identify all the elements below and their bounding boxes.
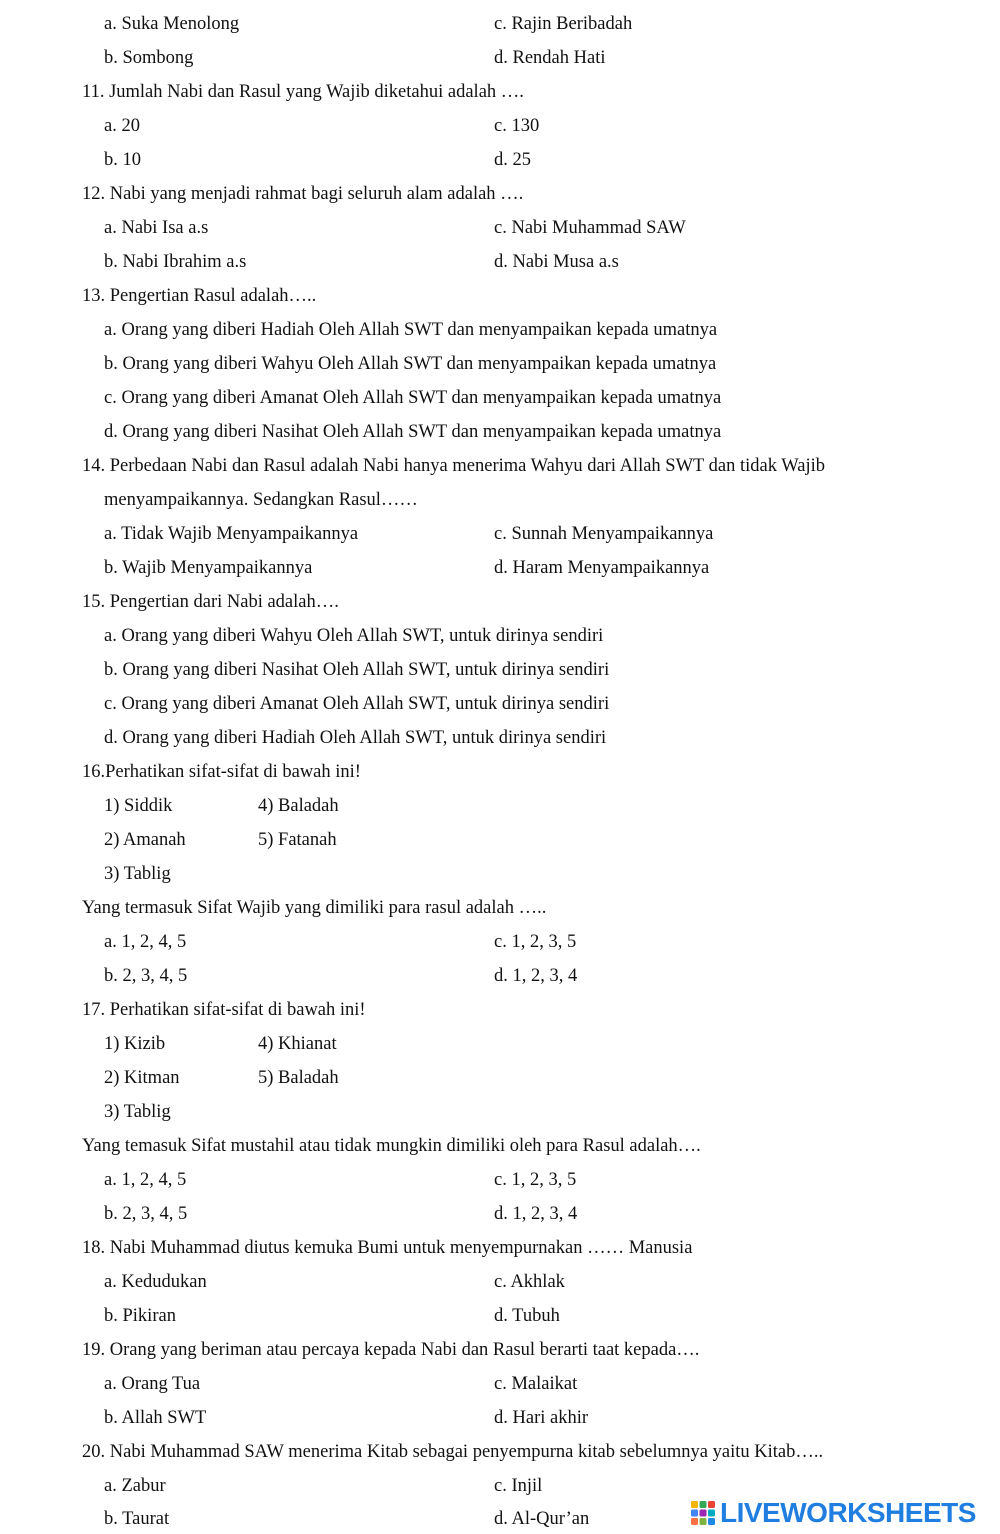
q12-option-c: c. Nabi Muhammad SAW bbox=[494, 218, 686, 238]
q15-option-a: a. Orang yang diberi Wahyu Oleh Allah SWT, untuk dirinya sendiri bbox=[104, 626, 604, 646]
liveworksheets-logo-text: LIVEWORKSHEETS bbox=[720, 1497, 976, 1528]
q10-option-a: a. Suka Menolong bbox=[104, 14, 240, 34]
liveworksheets-logo-icon bbox=[690, 1500, 716, 1526]
q17-item-4: 4) Khianat bbox=[258, 1034, 337, 1054]
q14-option-c: c. Sunnah Menyampaikannya bbox=[494, 524, 714, 544]
q11-option-c: c. 130 bbox=[494, 116, 540, 136]
q13-option-d: d. Orang yang diberi Nasihat Oleh Allah SWT dan menyampaikan kepada umatnya bbox=[104, 422, 722, 442]
q10-option-c: c. Rajin Beribadah bbox=[494, 14, 633, 34]
q17-option-b: b. 2, 3, 4, 5 bbox=[104, 1204, 188, 1224]
q19-option-b: b. Allah SWT bbox=[104, 1408, 207, 1428]
q16-item-5: 5) Fatanah bbox=[258, 830, 337, 850]
q14-option-a: a. Tidak Wajib Menyampaikannya bbox=[104, 524, 359, 544]
q14-option-d: d. Haram Menyampaikannya bbox=[494, 558, 710, 578]
q20-option-a: a. Zabur bbox=[104, 1476, 166, 1496]
q10-option-d: d. Rendah Hati bbox=[494, 48, 606, 68]
q16-question: 16.Perhatikan sifat-sifat di bawah ini! bbox=[82, 762, 361, 782]
q16-item-2: 2) Amanah bbox=[104, 830, 186, 850]
q20-option-d: d. Al-Qur’an bbox=[494, 1509, 590, 1529]
q18-option-a: a. Kedudukan bbox=[104, 1272, 207, 1292]
q18-option-b: b. Pikiran bbox=[104, 1306, 176, 1326]
q13-option-b: b. Orang yang diberi Wahyu Oleh Allah SWT dan menyampaikan kepada umatnya bbox=[104, 354, 717, 374]
q15-option-d: d. Orang yang diberi Hadiah Oleh Allah SWT, untuk dirinya sendiri bbox=[104, 728, 607, 748]
q11-option-a: a. 20 bbox=[104, 116, 140, 136]
q15-option-c: c. Orang yang diberi Amanat Oleh Allah SWT, untuk dirinya sendiri bbox=[104, 694, 610, 714]
q10-option-b: b. Sombong bbox=[104, 48, 194, 68]
q15-question: 15. Pengertian dari Nabi adalah…. bbox=[82, 592, 339, 612]
q17-item-1: 1) Kizib bbox=[104, 1034, 166, 1054]
q12-option-b: b. Nabi Ibrahim a.s bbox=[104, 252, 247, 272]
q16-option-a: a. 1, 2, 4, 5 bbox=[104, 932, 187, 952]
q17-option-a: a. 1, 2, 4, 5 bbox=[104, 1170, 187, 1190]
q19-option-a: a. Orang Tua bbox=[104, 1374, 201, 1394]
q12-question: 12. Nabi yang menjadi rahmat bagi seluruh alam adalah …. bbox=[82, 184, 524, 204]
q19-option-c: c. Malaikat bbox=[494, 1374, 578, 1394]
q20-option-c: c. Injil bbox=[494, 1476, 543, 1496]
q17-option-c: c. 1, 2, 3, 5 bbox=[494, 1170, 577, 1190]
q17-stem: Yang temasuk Sifat mustahil atau tidak mungkin dimiliki oleh para Rasul adalah…. bbox=[82, 1136, 701, 1156]
q11-question: 11. Jumlah Nabi dan Rasul yang Wajib diketahui adalah …. bbox=[82, 82, 524, 102]
q14-question-continued: menyampaikannya. Sedangkan Rasul…… bbox=[104, 490, 418, 510]
q16-option-d: d. 1, 2, 3, 4 bbox=[494, 966, 578, 986]
q16-item-1: 1) Siddik bbox=[104, 796, 173, 816]
q16-stem: Yang termasuk Sifat Wajib yang dimiliki para rasul adalah ….. bbox=[82, 898, 547, 918]
q18-option-d: d. Tubuh bbox=[494, 1306, 560, 1326]
q17-item-3: 3) Tablig bbox=[104, 1102, 171, 1122]
q14-question: 14. Perbedaan Nabi dan Rasul adalah Nabi hanya menerima Wahyu dari Allah SWT dan tidak Wajib bbox=[82, 456, 825, 476]
q15-option-b: b. Orang yang diberi Nasihat Oleh Allah SWT, untuk dirinya sendiri bbox=[104, 660, 610, 680]
q16-option-c: c. 1, 2, 3, 5 bbox=[494, 932, 577, 952]
q16-item-3: 3) Tablig bbox=[104, 864, 171, 884]
q13-option-a: a. Orang yang diberi Hadiah Oleh Allah SWT dan menyampaikan kepada umatnya bbox=[104, 320, 718, 340]
q17-question: 17. Perhatikan sifat-sifat di bawah ini! bbox=[82, 1000, 366, 1020]
q17-item-2: 2) Kitman bbox=[104, 1068, 180, 1088]
q18-option-c: c. Akhlak bbox=[494, 1272, 565, 1292]
q17-option-d: d. 1, 2, 3, 4 bbox=[494, 1204, 578, 1224]
q19-question: 19. Orang yang beriman atau percaya kepada Nabi dan Rasul berarti taat kepada…. bbox=[82, 1340, 700, 1360]
q17-item-5: 5) Baladah bbox=[258, 1068, 339, 1088]
q18-question: 18. Nabi Muhammad diutus kemuka Bumi untuk menyempurnakan …… Manusia bbox=[82, 1238, 693, 1258]
q12-option-d: d. Nabi Musa a.s bbox=[494, 252, 619, 272]
q11-option-b: b. 10 bbox=[104, 150, 141, 170]
q20-question: 20. Nabi Muhammad SAW menerima Kitab sebagai penyempurna kitab sebelumnya yaitu Kitab….. bbox=[82, 1442, 824, 1462]
q13-option-c: c. Orang yang diberi Amanat Oleh Allah SWT dan menyampaikan kepada umatnya bbox=[104, 388, 722, 408]
q12-option-a: a. Nabi Isa a.s bbox=[104, 218, 209, 238]
q14-option-b: b. Wajib Menyampaikannya bbox=[104, 558, 313, 578]
q13-question: 13. Pengertian Rasul adalah….. bbox=[82, 286, 317, 306]
liveworksheets-watermark[interactable] bbox=[690, 1496, 990, 1530]
q20-option-b: b. Taurat bbox=[104, 1509, 170, 1529]
q11-option-d: d. 25 bbox=[494, 150, 531, 170]
q16-item-4: 4) Baladah bbox=[258, 796, 339, 816]
q16-option-b: b. 2, 3, 4, 5 bbox=[104, 966, 188, 986]
q19-option-d: d. Hari akhir bbox=[494, 1408, 589, 1428]
